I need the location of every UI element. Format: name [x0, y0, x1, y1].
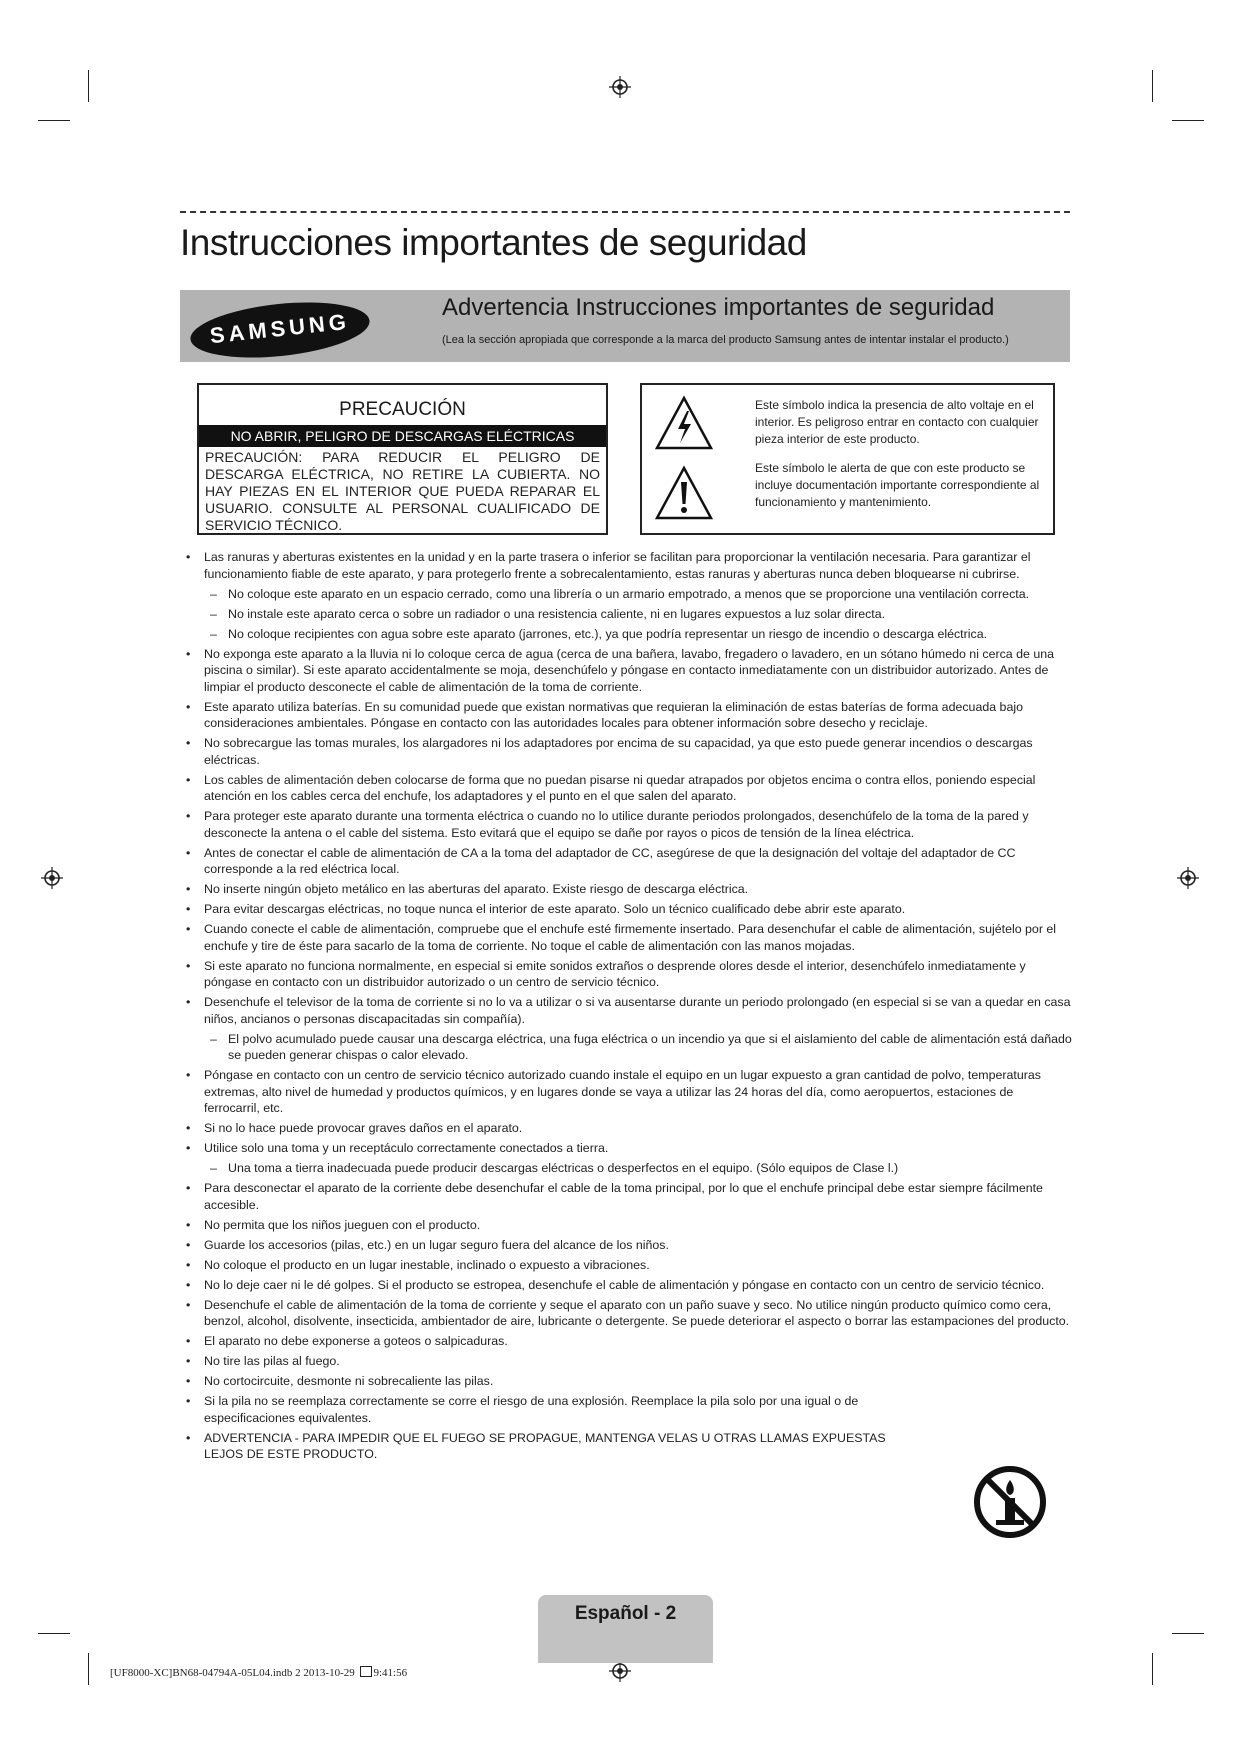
- list-subitem: – No coloque recipientes con agua sobre este aparato (jarrones, etc.), ya que podría representar un riesgo de incendio o descarga eléctrica.: [182, 626, 1072, 643]
- list-item: • Utilice solo una toma y un receptáculo correctamente conectados a tierra.: [182, 1140, 1072, 1157]
- caution-title: PRECAUCIÓN: [339, 399, 466, 420]
- list-item: • No lo deje caer ni le dé golpes. Si el producto se estropea, desenchufe el cable de alimentación y póngase en contacto con un centro de servicio técnico.: [182, 1277, 1072, 1294]
- registration-mark-icon: [609, 1660, 631, 1682]
- file-info: [UF8000-XC]BN68-04794A-05L04.indb 2: [110, 1667, 301, 1679]
- list-subitem: – El polvo acumulado puede causar una descarga eléctrica, una fuga eléctrica o un incendio ya que si el aislamiento del cable de alimentación está dañado se pueden generar chispas o calor elevado.: [182, 1031, 1072, 1064]
- page-title: Instrucciones importantes de seguridad: [180, 222, 807, 263]
- crop-mark: [1152, 1653, 1153, 1685]
- list-item: • El aparato no debe exponerse a goteos o salpicaduras.: [182, 1333, 1072, 1350]
- attention-symbol-text: Este símbolo le alerta de que con este producto se incluye documentación importante correspondiente al funcionamiento y mantenimiento.: [755, 461, 1040, 509]
- list-item: • Para proteger este aparato durante una tormenta eléctrica o cuando no lo utilice durante periodos prolongados, desenchúfelo de la toma de la pared y desconecte la antena o el cable del sistema. Esto evitará que el equipo se dañe por rayos o picos de tensión de la línea eléctrica.: [182, 808, 1072, 841]
- clock-icon: [360, 1666, 372, 1677]
- symbols-box: [640, 383, 1055, 535]
- list-item: • Los cables de alimentación deben colocarse de forma que no puedan pisarse ni quedar atrapados por objetos encima o contra ellos, poniendo especial atención en los cables cerca del enchufe, los adaptadores y el punto en el que salen del aparato.: [182, 772, 1072, 805]
- list-item: • Antes de conectar el cable de alimentación de CA a la toma del adaptador de CC, asegúrese de que la designación del voltaje del adaptador de CC corresponde a la red eléctrica local.: [182, 845, 1072, 878]
- print-time: 9:41:56: [373, 1667, 408, 1679]
- list-item: • No inserte ningún objeto metálico en las aberturas del aparato. Existe riesgo de descarga eléctrica.: [182, 881, 1072, 898]
- page-language-tab: [538, 1595, 713, 1663]
- crop-mark: [88, 70, 89, 102]
- crop-mark: [88, 1653, 89, 1685]
- list-item: • No sobrecargue las tomas murales, los alargadores ni los adaptadores por encima de su capacidad, ya que esto puede generar incendios o descargas eléctricas.: [182, 735, 1072, 768]
- list-item: • Desenchufe el televisor de la toma de corriente si no lo va a utilizar o si va ausentarse durante un periodo prolongado (en especial si se van a quedar en casa niños, ancianos o personas discapacitadas sin compañía).: [182, 994, 1072, 1027]
- exclamation-triangle-icon: [654, 465, 714, 521]
- list-item: • No permita que los niños jueguen con el producto.: [182, 1217, 1072, 1234]
- list-subitem: – No instale este aparato cerca o sobre un radiador o una resistencia caliente, ni en lugares expuestos a luz solar directa.: [182, 606, 1072, 623]
- caution-box: [197, 383, 608, 535]
- list-item: • Desenchufe el cable de alimentación de la toma de corriente y seque el aparato con un paño suave y seco. No utilice ningún producto químico como cera, benzol, alcohol, disolvente, insecticida, ambientador de aire, lubricante o detergente. Se puede deteriorar el aspecto o borrar las estampaciones del producto.: [182, 1297, 1072, 1330]
- list-item: • No coloque el producto en un lugar inestable, inclinado o expuesto a vibraciones.: [182, 1257, 1072, 1274]
- title-divider: [180, 211, 1070, 213]
- lightning-triangle-icon: [654, 395, 714, 451]
- list-subitem: – Una toma a tierra inadecuada puede producir descargas eléctricas o desperfectos en el equipo. (Sólo equipos de Clase l.): [182, 1160, 1072, 1177]
- list-item: • No exponga este aparato a la lluvia ni lo coloque cerca de agua (cerca de una bañera, lavabo, fregadero o lavadero, en un sótano húmedo ni cerca de una piscina o similar). Si este aparato accidentalmente se moja, desenchúfelo y póngase en contacto inmediatamente con un distribuidor autorizado. Antes de limpiar el producto desconecte el cable de alimentación de la toma de corriente.: [182, 646, 1072, 696]
- list-subitem: – No coloque este aparato en un espacio cerrado, como una librería o un armario empotrado, a menos que se proporcione una ventilación correcta.: [182, 586, 1072, 603]
- registration-mark-icon: [1177, 867, 1199, 889]
- list-item: • Póngase en contacto con un centro de servicio técnico autorizado cuando instale el equipo en un lugar expuesto a gran cantidad de polvo, temperaturas extremas, alto nivel de humedad y productos químicos, y en lugares donde se vaya a utilizar las 24 horas del día, como aeropuertos, estaciones de ferrocarril, etc.: [182, 1067, 1072, 1117]
- print-date: 2013-10-29: [303, 1667, 355, 1679]
- samsung-logo-text: SAMSUNG: [208, 308, 351, 349]
- registration-mark-icon: [609, 76, 631, 98]
- page-number-label: Español - 2: [574, 1603, 677, 1624]
- list-item: • No tire las pilas al fuego.: [182, 1353, 1072, 1370]
- print-slug: [110, 1666, 407, 1679]
- list-item: • Si la pila no se reemplaza correctamente se corre el riesgo de una explosión. Reemplace la pila solo por una igual o de especificaciones equivalentes.: [182, 1393, 924, 1426]
- list-item: • Las ranuras y aberturas existentes en la unidad y en la parte trasera o inferior se facilitan para proporcionar la ventilación necesaria. Para garantizar el funcionamiento fiable de este aparato, y para protegerlo frente a sobrecalentamiento, estas ranuras y aberturas nunca deben bloquearse ni cubrirse.: [182, 549, 1072, 582]
- samsung-logo: [188, 295, 372, 366]
- caution-warning-bar: NO ABRIR, PELIGRO DE DESCARGAS ELÉCTRICAS: [199, 425, 606, 447]
- crop-mark: [38, 120, 70, 121]
- crop-mark: [1172, 120, 1204, 121]
- crop-mark: [1152, 70, 1153, 102]
- instructions-list: [182, 549, 1072, 1466]
- list-item: • Cuando conecte el cable de alimentación, compruebe que el enchufe esté firmemente insertado. Para desenchufar el cable de alimentación, sujételo por el enchufe y tire de éste para sacarlo de la toma de corriente. No toque el cable de alimentación con las manos mojadas.: [182, 921, 1072, 954]
- list-item: • No cortocircuite, desmonte ni sobrecaliente las pilas.: [182, 1373, 1072, 1390]
- voltage-symbol-text: Este símbolo indica la presencia de alto voltaje en el interior. Es peligroso entrar en contacto con cualquier pieza interior de este producto.: [755, 398, 1039, 446]
- list-item: • ADVERTENCIA - PARA IMPEDIR QUE EL FUEGO SE PROPAGUE, MANTENGA VELAS U OTRAS LLAMAS EXPUESTAS LEJOS DE ESTE PRODUCTO.: [182, 1430, 924, 1463]
- warning-banner: [180, 290, 1070, 362]
- crop-mark: [1172, 1633, 1204, 1634]
- banner-note: (Lea la sección apropiada que corresponde a la marca del producto Samsung antes de intentar instalar el producto.): [442, 334, 1009, 346]
- crop-mark: [38, 1633, 70, 1634]
- list-item: • Para desconectar el aparato de la corriente debe desenchufar el cable de la toma principal, por lo que el enchufe principal debe estar siempre fácilmente accesible.: [182, 1180, 1072, 1213]
- caution-body: PRECAUCIÓN: PARA REDUCIR EL PELIGRO DE DESCARGA ELÉCTRICA, NO RETIRE LA CUBIERTA. NO HAY PIEZAS EN EL INTERIOR QUE PUEDA REPARAR EL USUARIO. CONSULTE AL PERSONAL CUALIFICADO DE SERVICIO TÉCNICO.: [205, 449, 600, 533]
- banner-title: Advertencia Instrucciones importantes de seguridad: [442, 294, 995, 321]
- list-item: • Guarde los accesorios (pilas, etc.) en un lugar seguro fuera del alcance de los niños.: [182, 1237, 1072, 1254]
- registration-mark-icon: [41, 867, 63, 889]
- list-item: • Para evitar descargas eléctricas, no toque nunca el interior de este aparato. Solo un técnico cualificado debe abrir este aparato.: [182, 901, 1072, 918]
- list-item: • Este aparato utiliza baterías. En su comunidad puede que existan normativas que requieran la eliminación de estas baterías de forma adecuada bajo consideraciones ambientales. Póngase en contacto con las autoridades locales para obtener información sobre desecho y reciclaje.: [182, 699, 1072, 732]
- list-item: • Si no lo hace puede provocar graves daños en el aparato.: [182, 1120, 1072, 1137]
- no-open-flame-icon: [972, 1464, 1048, 1540]
- list-item: • Si este aparato no funciona normalmente, en especial si emite sonidos extraños o desprende olores desde el interior, desenchúfelo inmediatamente y póngase en contacto con un distribuidor autorizado o un centro de servicio técnico.: [182, 958, 1072, 991]
